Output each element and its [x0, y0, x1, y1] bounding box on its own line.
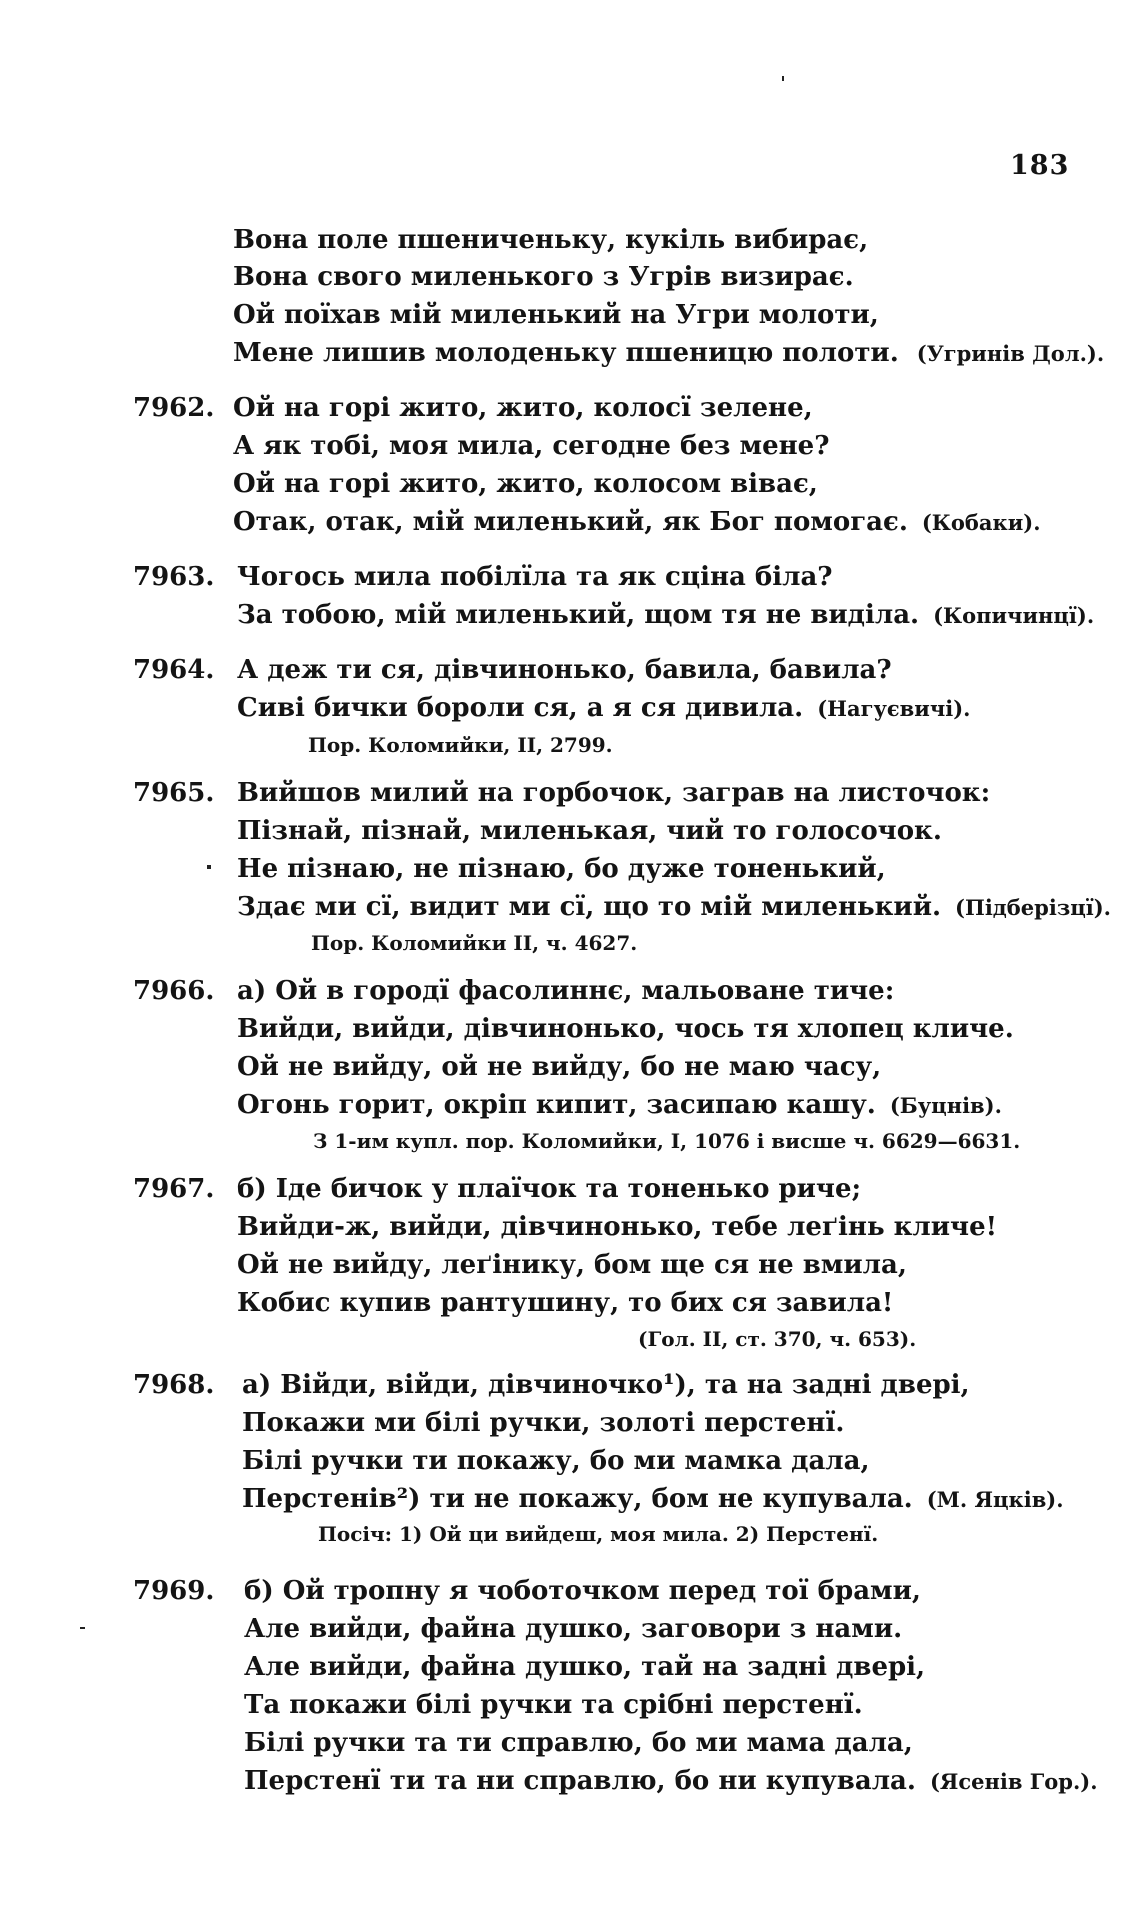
source-place: (Кобаки).	[921, 510, 1041, 535]
cross-reference-note: Пор. Коломийки, II, 2799.	[308, 733, 613, 757]
song-number: 7962.	[133, 393, 215, 423]
source-place: (Ясенів Гор.).	[929, 1769, 1098, 1794]
verse-line: Вийди-ж, вийди, дівчинонько, тебе леґінь кличе!	[237, 1212, 998, 1242]
verse-line: Пізнай, пізнай, миленькая, чий то голосочок.	[237, 816, 942, 846]
print-speck	[782, 76, 784, 81]
verse-line: Не пізнаю, не пізнаю, бо дуже тоненький,	[237, 854, 886, 884]
verse-line: А деж ти ся, дівчинонько, бавила, бавила?	[237, 655, 892, 685]
verse-line: Ой поїхав мій миленький на Угри молоти,	[233, 300, 879, 330]
verse-line: а) Ой в городї фасолиннє, мальоване тиче:	[237, 976, 895, 1006]
print-speck	[207, 865, 211, 869]
verse-line: Але вийди, файна душко, тай на задні двері,	[244, 1652, 926, 1682]
song-number: 7964.	[133, 655, 215, 685]
cross-reference-note: Пор. Коломийки II, ч. 4627.	[311, 931, 638, 955]
verse-line	[244, 1766, 1098, 1796]
verse-text: Огонь горит, окріп кипит, засипаю кашу.	[237, 1090, 876, 1120]
print-speck	[80, 1627, 85, 1629]
song-number: 7963.	[133, 562, 215, 592]
verse-line: Вона свого миленького з Угрів визирає.	[233, 262, 854, 292]
verse-line: Але вийди, файна душко, заговори з нами.	[244, 1614, 903, 1644]
verse-text: Сиві бички бороли ся, а я ся дивила.	[237, 693, 804, 723]
verse-line: Кобис купив рантушину, то бих ся завила!	[237, 1288, 894, 1318]
cross-reference-note: З 1-им купл. пор. Коломийки, I, 1076 і висше ч. 6629—6631.	[313, 1129, 1021, 1153]
verse-line: Білі ручки ти покажу, бо ми мамка дала,	[242, 1446, 870, 1476]
page-number: 183	[1010, 150, 1070, 181]
verse-text: Перстенів²) ти не покажу, бом не купувала.	[242, 1484, 913, 1514]
song-number: 7967.	[133, 1174, 215, 1204]
verse-text: Мене лишив молоденьку пшеницю полоти.	[233, 338, 899, 368]
source-place: (Підберізцї).	[955, 895, 1111, 920]
verse-line: Ой на горі жито, жито, колосї зелене,	[233, 393, 813, 423]
source-place: (Нагуєвичі).	[817, 696, 971, 721]
song-number: 7969.	[133, 1576, 215, 1606]
verse-line: Ой не вийду, ой не вийду, бо не маю часу,	[237, 1052, 882, 1082]
song-number: 7968.	[133, 1370, 215, 1400]
verse-line	[237, 600, 1094, 630]
source-place: (Угринів Дол.).	[916, 341, 1105, 366]
verse-line: б) Ой тропну я чоботочком перед тої брами,	[244, 1576, 921, 1606]
source-place: (М. Яцків).	[926, 1487, 1064, 1512]
verse-line: Вийди, вийди, дівчинонько, чось тя хлопец кличе.	[237, 1014, 1014, 1044]
source-place: (Гол. II, ст. 370, ч. 653).	[638, 1327, 917, 1351]
verse-line: б) Іде бичок у плаїчок та тоненько риче;	[237, 1174, 862, 1204]
verse-text: Здає ми сї, видит ми сї, що то мій миленький.	[237, 892, 942, 922]
verse-line	[233, 507, 1041, 537]
verse-line: Чогось мила побілїла та як сціна біла?	[237, 562, 833, 592]
verse-line	[237, 892, 1111, 922]
verse-line	[242, 1484, 1064, 1514]
verse-line	[237, 693, 970, 723]
variant-note: Посіч: 1) Ой ци вийдеш, моя мила. 2) Перстенї.	[318, 1522, 879, 1546]
verse-text: Перстенї ти та ни справлю, бо ни купувала.	[244, 1766, 916, 1796]
verse-line: Та покажи білі ручки та срібні перстенї.	[244, 1690, 863, 1720]
verse-line: Покажи ми білі ручки, золоті перстенї.	[242, 1408, 845, 1438]
source-place: (Копичинцї).	[933, 603, 1095, 628]
verse-text: Отак, отак, мій миленький, як Бог помогає.	[233, 507, 908, 537]
verse-line: Вона поле пшениченьку, кукіль вибирає,	[233, 225, 869, 255]
verse-text: За тобою, мій миленький, щом тя не виділа.	[237, 600, 920, 630]
verse-line: а) Війди, війди, дівчиночко¹), та на задні двері,	[242, 1370, 970, 1400]
source-place: (Буцнів).	[889, 1093, 1002, 1118]
song-number: 7965.	[133, 778, 215, 808]
verse-line: А як тобі, моя мила, сегодне без мене?	[233, 431, 830, 461]
verse-line	[233, 338, 1104, 368]
verse-line: Ой не вийду, леґінику, бом ще ся не вмила,	[237, 1250, 907, 1280]
verse-line: Ой на горі жито, жито, колосом віває,	[233, 469, 818, 499]
verse-line: Білі ручки та ти справлю, бо ми мама дала,	[244, 1728, 913, 1758]
song-number: 7966.	[133, 976, 215, 1006]
verse-line	[237, 1090, 1002, 1120]
verse-line: Вийшов милий на горбочок, заграв на листочок:	[237, 778, 991, 808]
